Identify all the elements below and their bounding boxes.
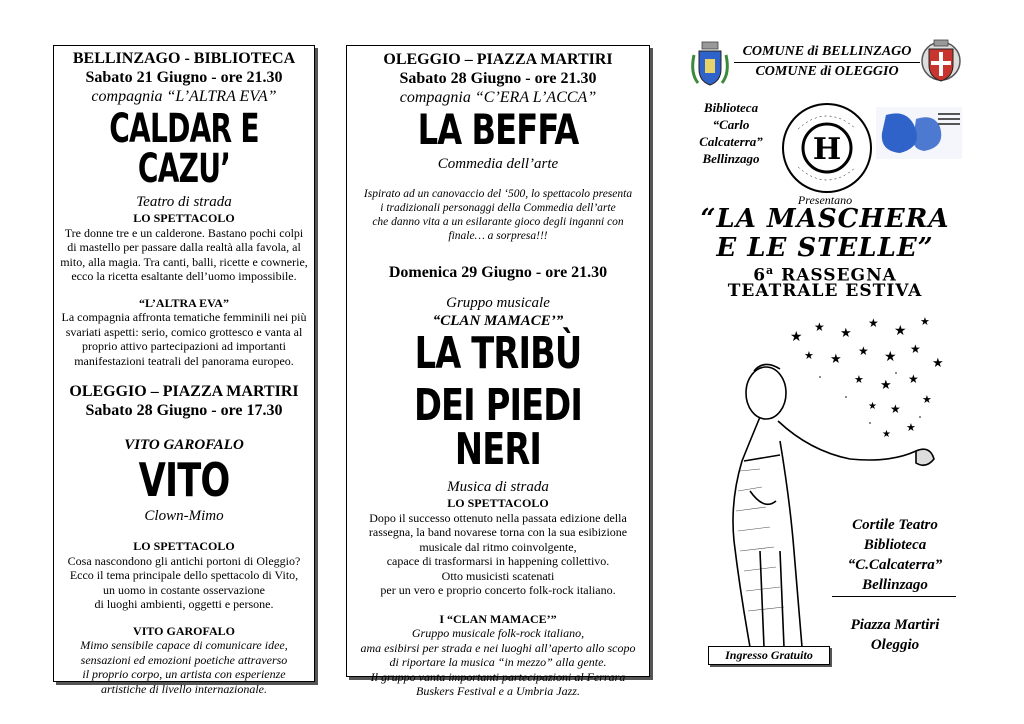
rassegna-number: 6 — [753, 265, 767, 286]
text-line: di riportare la musica “in mezzo” alla gente. — [389, 655, 607, 669]
venue-heading: BELLINZAGO - BIBLIOTECA — [72, 50, 296, 67]
company-name: compagnia “L’ALTRA EVA” — [91, 88, 277, 105]
comune-bellinzago: COMUNE di BELLINZAGO — [734, 44, 920, 63]
svg-text:★: ★ — [858, 344, 869, 358]
text-line: musicale dal ritmo coinvolgente, — [419, 539, 577, 554]
text-line: Ecco il tema principale dello spettacolo di Vito, — [69, 568, 299, 582]
svg-text:★: ★ — [790, 330, 803, 345]
comune-oleggio: COMUNE di OLEGGIO — [755, 64, 899, 79]
text-line: Bellinzago — [702, 151, 760, 166]
title-line: “LA MASCHERA — [700, 204, 950, 234]
text-line: Dopo il successo ottenuto nella passata edizione della — [369, 510, 627, 525]
svg-text:★: ★ — [868, 401, 877, 412]
svg-text:★: ★ — [920, 316, 930, 328]
event-title — [660, 205, 990, 263]
event-date: Sabato 28 Giugno - ore 17.30 — [85, 402, 283, 419]
text-line: proprio attivo partecipazioni ad importanti — [82, 339, 286, 353]
text-line: il proprio corpo, un artista con esperienze — [82, 667, 286, 681]
svg-text:★: ★ — [884, 350, 897, 365]
venue-heading: OLEGGIO – PIAZZA MARTIRI — [383, 51, 613, 68]
svg-text:★: ★ — [854, 374, 864, 386]
description — [347, 511, 649, 598]
description — [54, 638, 314, 696]
svg-text:H: H — [812, 132, 842, 167]
text-line: Buskers Festival e a Umbria Jazz. — [416, 684, 580, 698]
biblioteca-label — [688, 99, 774, 167]
text-line: capace di trasformarsi in happening collettivo. — [386, 554, 610, 568]
text-line: “Carlo — [712, 117, 750, 132]
svg-text:★: ★ — [906, 422, 916, 434]
section-heading: LO SPETTACOLO — [447, 496, 549, 510]
event-date: Domenica 29 Giugno - ore 21.30 — [388, 264, 608, 281]
oleggio-crest-icon — [920, 39, 962, 87]
svg-text:★: ★ — [814, 320, 825, 334]
text-line: Oleggio — [870, 637, 920, 653]
text-line: di mastello per passare dalla realtà alla favola, al — [67, 240, 301, 254]
event-date: Sabato 21 Giugno - ore 21.30 — [85, 69, 283, 86]
svg-text:★: ★ — [908, 372, 919, 386]
description — [347, 626, 649, 699]
text-line: Biblioteca — [863, 537, 927, 553]
text-line: Tre donne tre e un calderone. Bastano pochi colpi — [64, 225, 304, 240]
svg-text:★: ★ — [922, 394, 932, 406]
text-line: Biblioteca — [703, 100, 759, 115]
text-line: Ispirato ad un canovaccio del ‘500, lo spettacolo presenta — [363, 188, 633, 200]
text-line: “C.Calcaterra” — [847, 557, 943, 573]
genre: Commedia dell’arte — [437, 156, 559, 172]
text-line: ecco la ricetta esaltante dell’uomo impossibile. — [71, 269, 297, 283]
ingresso-gratuito-badge: Ingresso Gratuito — [708, 646, 830, 665]
associazione-logo-icon — [876, 107, 962, 159]
show-title: LA TRIBÙ — [414, 328, 582, 379]
genre: Musica di strada — [447, 479, 549, 495]
rassegna-subtitle: TEATRALE ESTIVA — [727, 281, 923, 301]
text-line: Piazza Martiri — [850, 617, 940, 633]
text-line: che danno vita a un esilarante gioco degli inganni con — [372, 216, 624, 228]
description — [54, 310, 314, 368]
text-line: svariati aspetti: serio, comico grottesco e vanta al — [65, 324, 303, 339]
text-line: La compagnia affronta tematiche femminili nei più — [61, 310, 307, 324]
group-name: “CLAN MAMACE’” — [432, 313, 564, 329]
svg-text:★: ★ — [932, 355, 944, 370]
svg-text:★: ★ — [804, 350, 814, 362]
text-line: Mimo sensibile capace di comunicare idee, — [80, 638, 288, 652]
venue-cortile — [830, 515, 960, 595]
text-line: di luoghi ambienti, oggetti e persone. — [94, 597, 274, 611]
event-column-left — [53, 45, 315, 696]
show-title: VITO — [138, 453, 230, 507]
section-heading: I “CLAN MAMACE’” — [439, 611, 557, 626]
genre: Teatro di strada — [136, 194, 232, 210]
svg-text:★: ★ — [830, 351, 842, 366]
section-heading: LO SPETTACOLO — [133, 211, 235, 225]
text-line: manifestazioni teatrali del panorama europeo. — [74, 353, 294, 368]
venue-heading: OLEGGIO – PIAZZA MARTIRI — [69, 383, 299, 400]
section-heading: VITO GAROFALO — [133, 623, 235, 638]
text-line: Bellinzago — [862, 577, 928, 593]
presentano-label: Presentano — [797, 193, 853, 207]
text-line: per un vero e proprio concerto folk-rock italiano. — [380, 583, 616, 597]
event-date: Sabato 28 Giugno - ore 21.30 — [399, 70, 597, 87]
text-line: un uomo in costante osservazione — [103, 582, 265, 597]
text-line: Otto musicisti scatenati — [441, 568, 555, 583]
cover-panel — [660, 35, 990, 715]
text-line: artistiche di livello internazionale. — [101, 681, 267, 696]
company-name: compagnia “C’ERA L’ACCA” — [399, 89, 597, 106]
text-line: mito, alla magia. Tra canti, balli, ricette e cownerie, — [60, 254, 308, 269]
svg-text:★: ★ — [910, 342, 921, 356]
svg-text:★: ★ — [890, 402, 901, 416]
section-heading: LO SPETTACOLO — [133, 539, 235, 553]
bellinzago-crest-icon — [688, 39, 732, 93]
svg-text:★: ★ — [880, 377, 892, 392]
text-line: ama esibirsi per strada e nei luoghi all’aperto allo scopo — [360, 640, 636, 655]
section-heading: “L’ALTRA EVA” — [139, 295, 229, 310]
svg-text:★: ★ — [840, 325, 852, 340]
text-line: i tradizionali personaggi della Commedia dell’arte — [380, 202, 616, 214]
svg-text:★: ★ — [894, 324, 907, 339]
description — [54, 226, 314, 284]
rassegna-word: RASSEGNA — [774, 265, 897, 286]
svg-text:★: ★ — [882, 429, 891, 440]
text-line: sensazioni ed emozioni poetiche attraverso — [80, 652, 288, 667]
show-title: DEI PIEDI NERI — [413, 380, 583, 475]
show-title: CALDAR E CAZU’ — [109, 106, 259, 192]
text-line: Gruppo musicale folk-rock italiano, — [411, 626, 585, 640]
text-line: Cosa nascondono gli antichi portoni di Oleggio? — [67, 553, 301, 568]
genre: Clown-Mimo — [144, 508, 224, 524]
text-line: rassegna, la band novarese torna con la sua esibizione — [368, 525, 628, 539]
artist-name: VITO GAROFALO — [124, 437, 244, 453]
svg-text:★: ★ — [868, 316, 879, 330]
event-column-middle — [346, 45, 650, 698]
rassegna-sup: a — [766, 264, 775, 277]
description — [54, 554, 314, 612]
title-line: E LE STELLE” — [716, 233, 934, 263]
performer-drawing-icon — [720, 351, 940, 655]
text-line: Il gruppo vanta importanti partecipazioni al Ferrara — [370, 669, 626, 684]
text-line: Calcaterra” — [699, 134, 763, 149]
description — [347, 187, 649, 243]
venue-piazza — [830, 615, 960, 655]
divider — [832, 596, 956, 597]
cera-lacca-logo-icon — [778, 99, 876, 197]
show-title: LA BEFFA — [417, 105, 579, 154]
text-line: finale… a sorpresa!!! — [448, 230, 548, 242]
text-line: Cortile Teatro — [852, 517, 938, 533]
group-label: Gruppo musicale — [446, 295, 550, 311]
